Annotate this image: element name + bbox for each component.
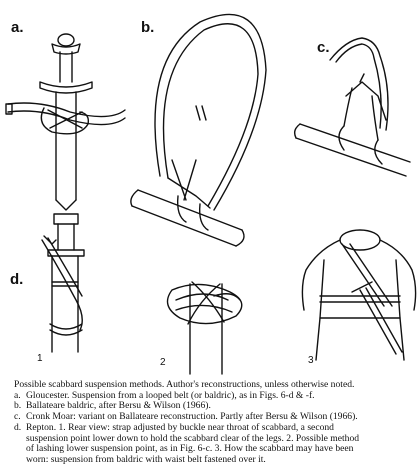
caption-d-continuation-1: suspension point lower down to hold the scabbard clear of the legs. 2. Possible method (26, 432, 360, 444)
sub-number-3: 3 (308, 355, 314, 366)
caption-d-continuation-3: worn: suspension from baldric with waist belt fastened over it. (26, 453, 266, 465)
panel-c-drawing (295, 38, 410, 176)
caption-text: Repton. 1. Rear view: strap adjusted by buckle near throat of scabbard, a second (26, 421, 334, 433)
panel-b-drawing (131, 14, 266, 246)
caption-item-d (14, 423, 414, 434)
caption-key: c. (14, 411, 21, 423)
panel-d2-drawing (168, 282, 242, 374)
caption-key: a. (14, 389, 21, 401)
figure-caption (14, 380, 414, 466)
caption-intro: Possible scabbard suspension methods. Author's reconstructions, unless otherwise noted. (14, 379, 355, 390)
panel-d3-drawing (302, 230, 415, 360)
panel-label-c: c. (317, 39, 330, 56)
caption-d-continuation-2: of lashing lower suspension point, as in Fig. 6-c. 3. How the scabbard may have been (26, 443, 354, 455)
panel-label-b: b. (141, 19, 155, 36)
caption-text: Cronk Moar: variant on Ballateare reconstruction. Partly after Bersu & Wilson (1966). (26, 411, 358, 423)
caption-text: Ballateare baldric, after Bersu & Wilson (1966). (26, 400, 211, 412)
panel-label-a: a. (11, 19, 24, 36)
sub-number-1: 1 (37, 353, 43, 364)
panel-d1-drawing (42, 214, 84, 352)
panel-a-drawing (6, 34, 125, 210)
sub-number-2: 2 (160, 357, 166, 368)
caption-key: b. (14, 400, 22, 412)
caption-key: d. (14, 421, 22, 433)
caption-text: Gloucester. Suspension from a looped belt (or baldric), as in Figs. 6-d & -f. (26, 389, 315, 401)
panel-label-d: d. (10, 271, 24, 288)
